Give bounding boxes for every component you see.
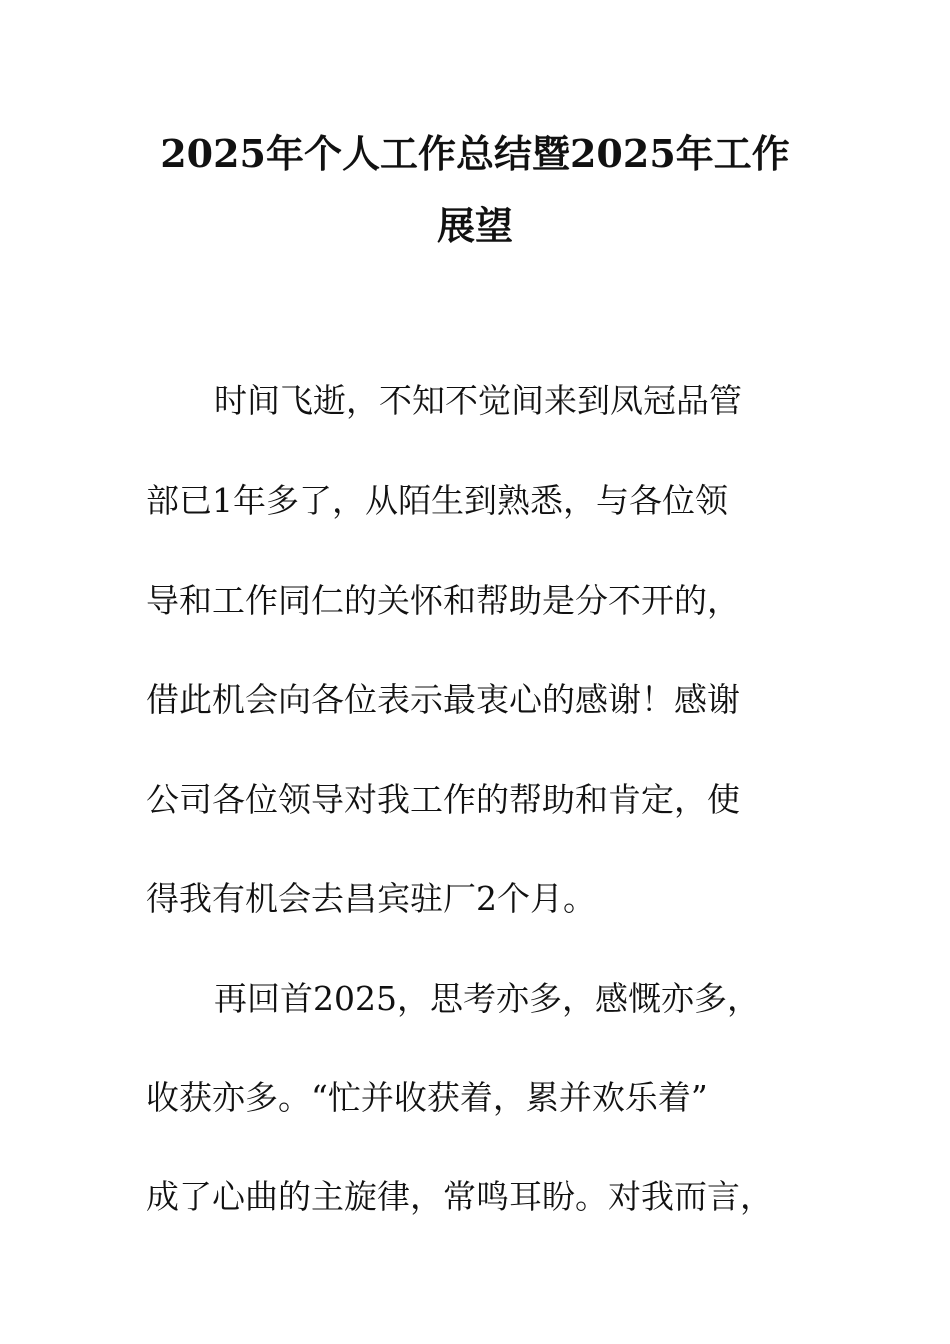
paragraph-1-line-3: 导和工作同仁的关怀和帮助是分不开的， (146, 581, 740, 620)
paragraph-1-line-5: 公司各位领导对我工作的帮助和肯定，使 (146, 780, 740, 819)
paragraph-2-line-1: 再回首2025，思考亦多，感慨亦多， (214, 979, 760, 1018)
paragraph-1-line-6: 得我有机会去昌宾驻厂2个月。 (146, 879, 596, 918)
paragraph-2-line-3: 成了心曲的主旋律，常鸣耳盼。对我而言， (146, 1177, 773, 1216)
document-title-line-1: 2025年个人工作总结暨2025年工作 (160, 131, 790, 176)
paragraph-1-line-1: 时间飞逝，不知不觉间来到凤冠品管 (214, 381, 742, 420)
paragraph-1-line-2: 部已1年多了，从陌生到熟悉，与各位领 (146, 481, 728, 520)
document-title-line-2: 展望 (436, 203, 513, 248)
paragraph-1-line-4: 借此机会向各位表示最衷心的感谢！感谢 (146, 680, 740, 719)
paragraph-2-line-2: 收获亦多。“忙并收获着，累并欢乐着” (146, 1078, 708, 1117)
